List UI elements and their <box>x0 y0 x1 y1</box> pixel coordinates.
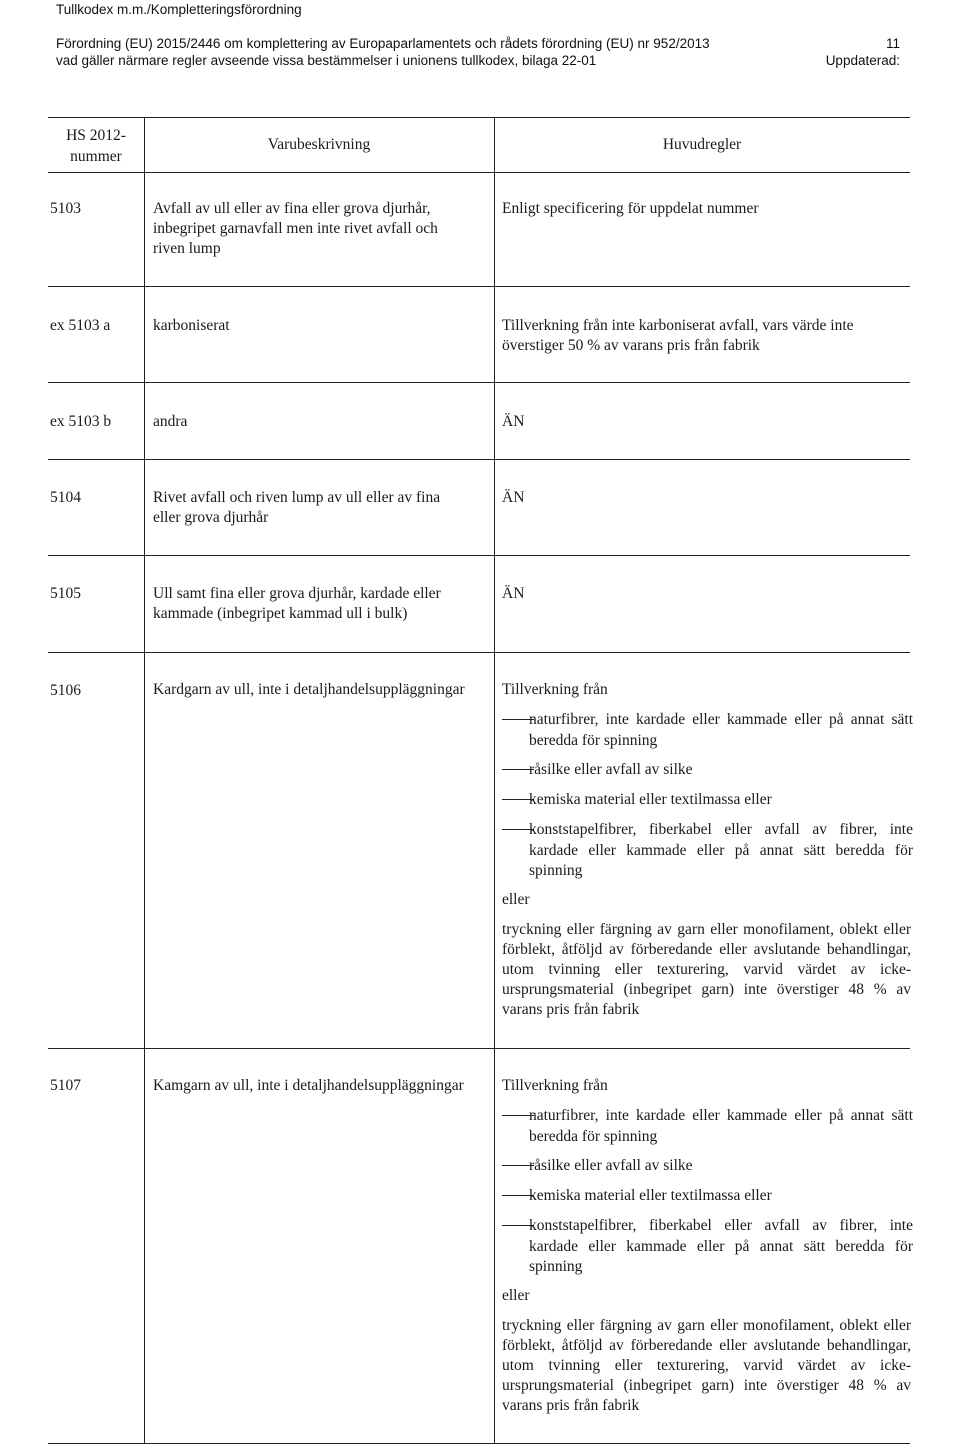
row-rule <box>48 286 910 287</box>
hs-code: 5105 <box>50 585 81 602</box>
column-divider-2 <box>494 117 495 1444</box>
header-top-rule <box>48 117 910 118</box>
main-rule-intro: Tillverkning från <box>502 681 608 698</box>
hs-code: 5104 <box>50 489 81 506</box>
updated-label: Uppdaterad: <box>825 53 900 68</box>
page-number: 11 <box>885 36 900 51</box>
main-rule-alternative: tryckning eller färgning av garn eller monofilament, oblekt eller förblekt, åtföljd av förberedande eller avslutande behandlingar, utom tvinning eller texturering, varvid värdet av icke-ursprungsmaterial (inbegripet garn) inte överstiger 48 % av varans pris från fabrik <box>502 1317 911 1414</box>
document-title-line1: Förordning (EU) 2015/2446 om komplettering av Europaparlamentets och rådets förordning (EU) nr 952/2013 <box>56 36 710 51</box>
goods-description: karboniserat <box>153 317 230 334</box>
main-rule: ÄN <box>502 413 525 430</box>
row-rule <box>48 652 910 653</box>
column-divider-1 <box>144 117 145 1444</box>
hs-code: 5107 <box>50 1077 81 1094</box>
column-header-main-rules: Huvudregler <box>662 136 742 153</box>
main-rule: Enligt specificering för uppdelat nummer <box>502 200 759 217</box>
hs-code: 5103 <box>50 200 81 217</box>
row-rule <box>48 1048 910 1049</box>
goods-description: Ull samt fina eller grova djurhår, kardade eller kammade (inbegripet kammad ull i bulk) <box>153 585 441 622</box>
document-title-line2: vad gäller närmare regler avseende vissa bestämmelser i unionens tullkodex, bilaga 22-01 <box>56 53 597 68</box>
goods-description: Avfall av ull eller av fina eller grova djurhår, inbegripet garnavfall men inte rivet avfall och riven lump <box>153 200 438 257</box>
rule-or: eller <box>502 891 530 908</box>
column-header-description: Varubeskrivning <box>267 136 371 153</box>
goods-description: andra <box>153 413 188 430</box>
main-rule-intro: Tillverkning från <box>502 1077 608 1094</box>
row-rule <box>48 382 910 383</box>
table-bottom-rule <box>48 1443 910 1444</box>
column-header-hs-number: HS 2012- nummer <box>66 127 126 165</box>
main-rule: ÄN <box>502 585 525 602</box>
hs-code: ex 5103 b <box>50 413 112 430</box>
header-bottom-rule <box>48 172 910 173</box>
goods-description: Rivet avfall och riven lump av ull eller av fina eller grova djurhår <box>153 489 441 526</box>
main-rule: Tillverkning från inte karboniserat avfall, vars värde inte överstiger 50 % av varans pris från fabrik <box>502 317 854 354</box>
goods-description: Kardgarn av ull, inte i detaljhandelsuppläggningar <box>153 681 465 698</box>
breadcrumb: Tullkodex m.m./Kompletteringsförordning <box>56 2 302 17</box>
rule-or: eller <box>502 1287 530 1304</box>
goods-description: Kamgarn av ull, inte i detaljhandelsuppläggningar <box>153 1077 464 1094</box>
hs-code: ex 5103 a <box>50 317 111 334</box>
hs-code: 5106 <box>50 682 81 699</box>
row-rule <box>48 555 910 556</box>
row-rule <box>48 459 910 460</box>
main-rule-alternative: tryckning eller färgning av garn eller monofilament, oblekt eller förblekt, åtföljd av förberedande eller avslutande behandlingar, utom tvinning eller texturering, varvid värdet av icke-ursprungsmaterial (inbegripet garn) inte överstiger 48 % av varans pris från fabrik <box>502 921 911 1018</box>
main-rule: ÄN <box>502 489 525 506</box>
